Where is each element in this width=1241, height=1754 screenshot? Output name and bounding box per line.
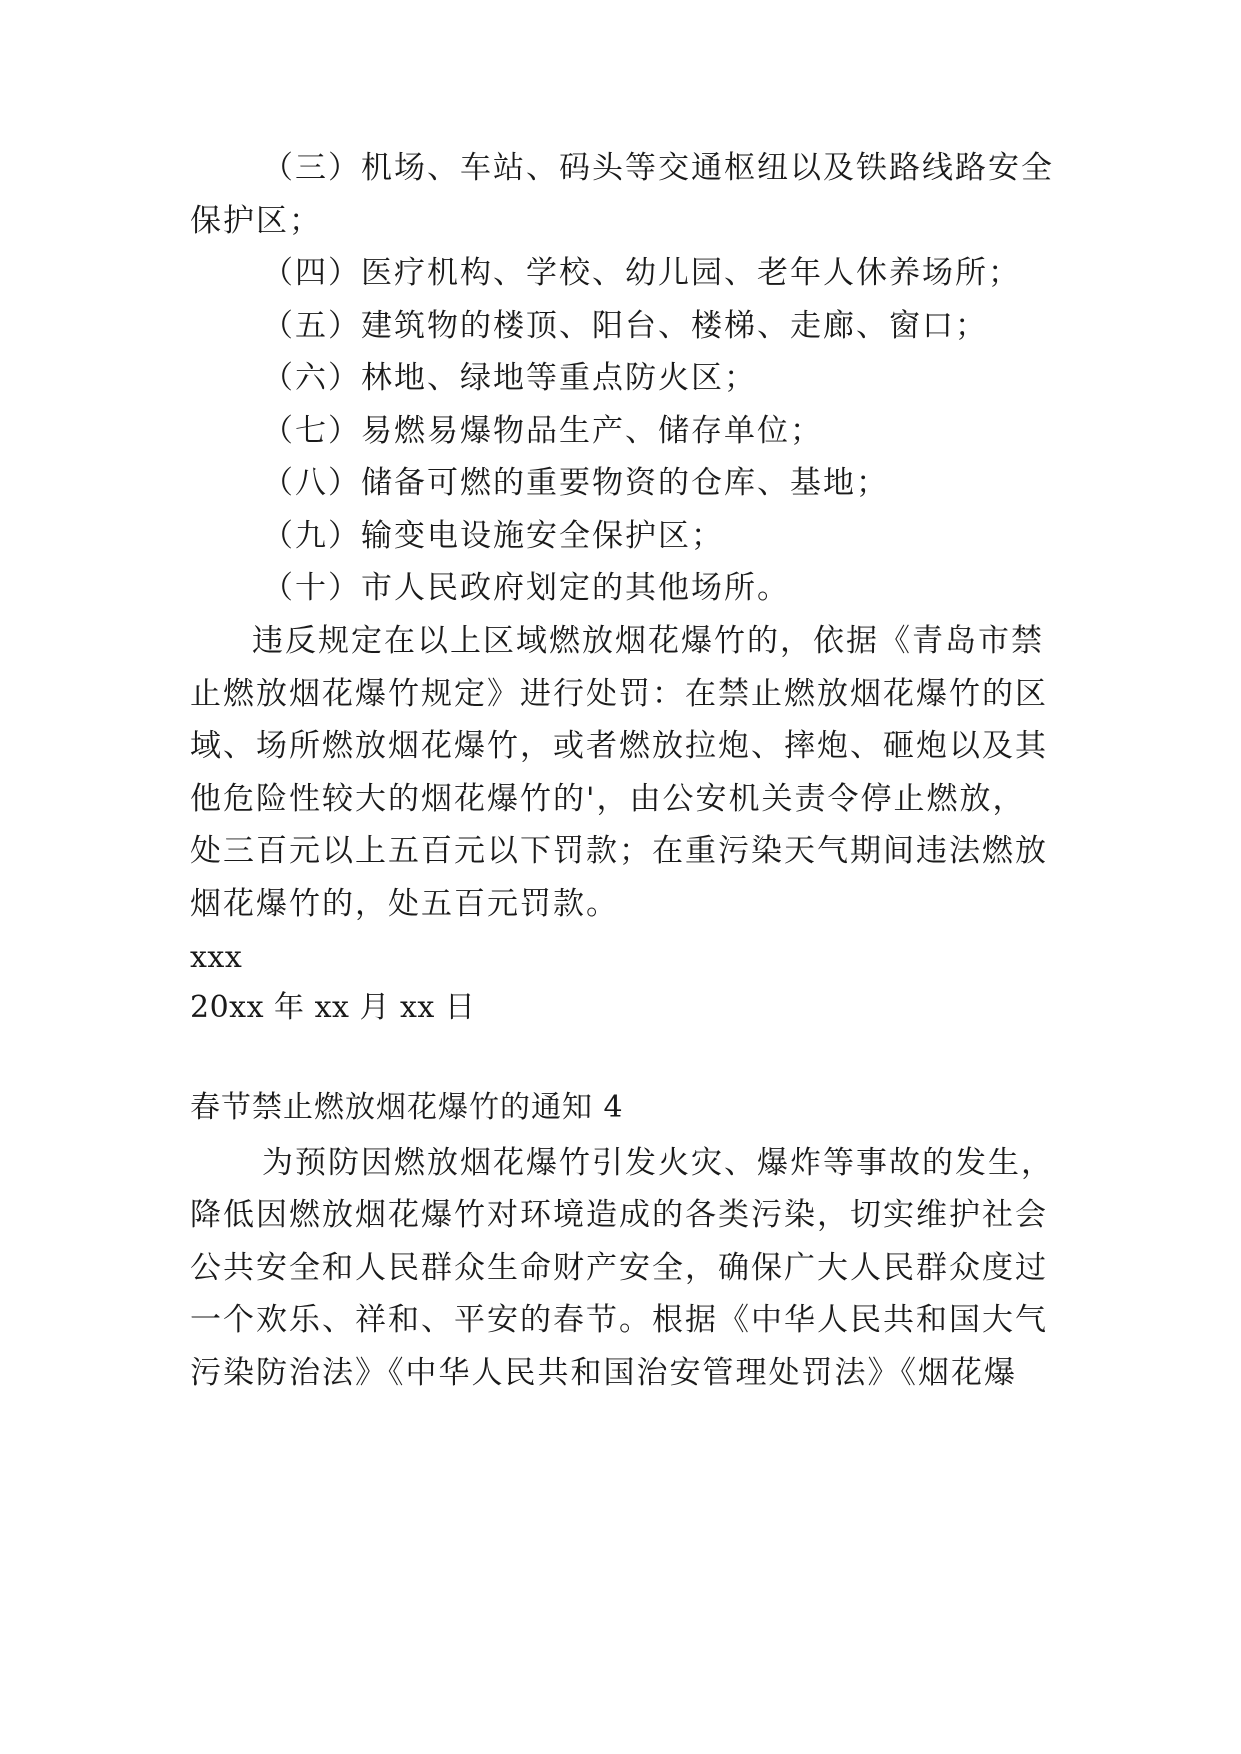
intro-paragraph-line-4: 一个欢乐、祥和、平安的春节。根据《中华人民共和国大气	[190, 1302, 1048, 1338]
list-item-9: （九）输变电设施安全保护区；	[262, 518, 724, 554]
penalty-paragraph-line-2: 止燃放烟花爆竹规定》进行处罚：在禁止燃放烟花爆竹的区	[190, 676, 1048, 712]
intro-paragraph-line-1: 为预防因燃放烟花爆竹引发火灾、爆炸等事故的发生，	[262, 1145, 1054, 1181]
penalty-paragraph-line-4: 他危险性较大的烟花爆竹的'，由公安机关责令停止燃放，	[190, 781, 1026, 817]
penalty-paragraph-line-3: 域、场所燃放烟花爆竹，或者燃放拉炮、摔炮、砸炮以及其	[190, 728, 1048, 764]
penalty-paragraph-line-5: 处三百元以上五百元以下罚款；在重污染天气期间违法燃放	[190, 833, 1048, 869]
list-item-8: （八）储备可燃的重要物资的仓库、基地；	[262, 465, 889, 501]
list-item-4: （四）医疗机构、学校、幼儿园、老年人休养场所；	[262, 255, 1021, 291]
penalty-paragraph-line-1: 违反规定在以上区域燃放烟花爆竹的，依据《青岛市禁	[252, 623, 1044, 659]
list-item-6: （六）林地、绿地等重点防火区；	[262, 360, 757, 396]
intro-paragraph-line-3: 公共安全和人民群众生命财产安全，确保广大人民群众度过	[190, 1250, 1048, 1286]
section-title: 春节禁止燃放烟花爆竹的通知 4	[190, 1090, 624, 1125]
list-item-10: （十）市人民政府划定的其他场所。	[262, 570, 790, 606]
signature: xxx	[190, 940, 243, 975]
list-item-7: （七）易燃易爆物品生产、储存单位；	[262, 413, 823, 449]
date: 20xx 年 xx 月 xx 日	[190, 990, 476, 1025]
intro-paragraph-line-2: 降低因燃放烟花爆竹对环境造成的各类污染，切实维护社会	[190, 1197, 1048, 1233]
list-item-3-line-2: 保护区；	[190, 203, 322, 239]
list-item-5: （五）建筑物的楼顶、阳台、楼梯、走廊、窗口；	[262, 308, 988, 344]
intro-paragraph-line-5: 污染防治法》《中华人民共和国治安管理处罚法》《烟花爆	[190, 1355, 1017, 1391]
penalty-paragraph-line-6: 烟花爆竹的，处五百元罚款。	[190, 886, 619, 922]
list-item-3-line-1: （三）机场、车站、码头等交通枢纽以及铁路线路安全	[262, 150, 1054, 186]
